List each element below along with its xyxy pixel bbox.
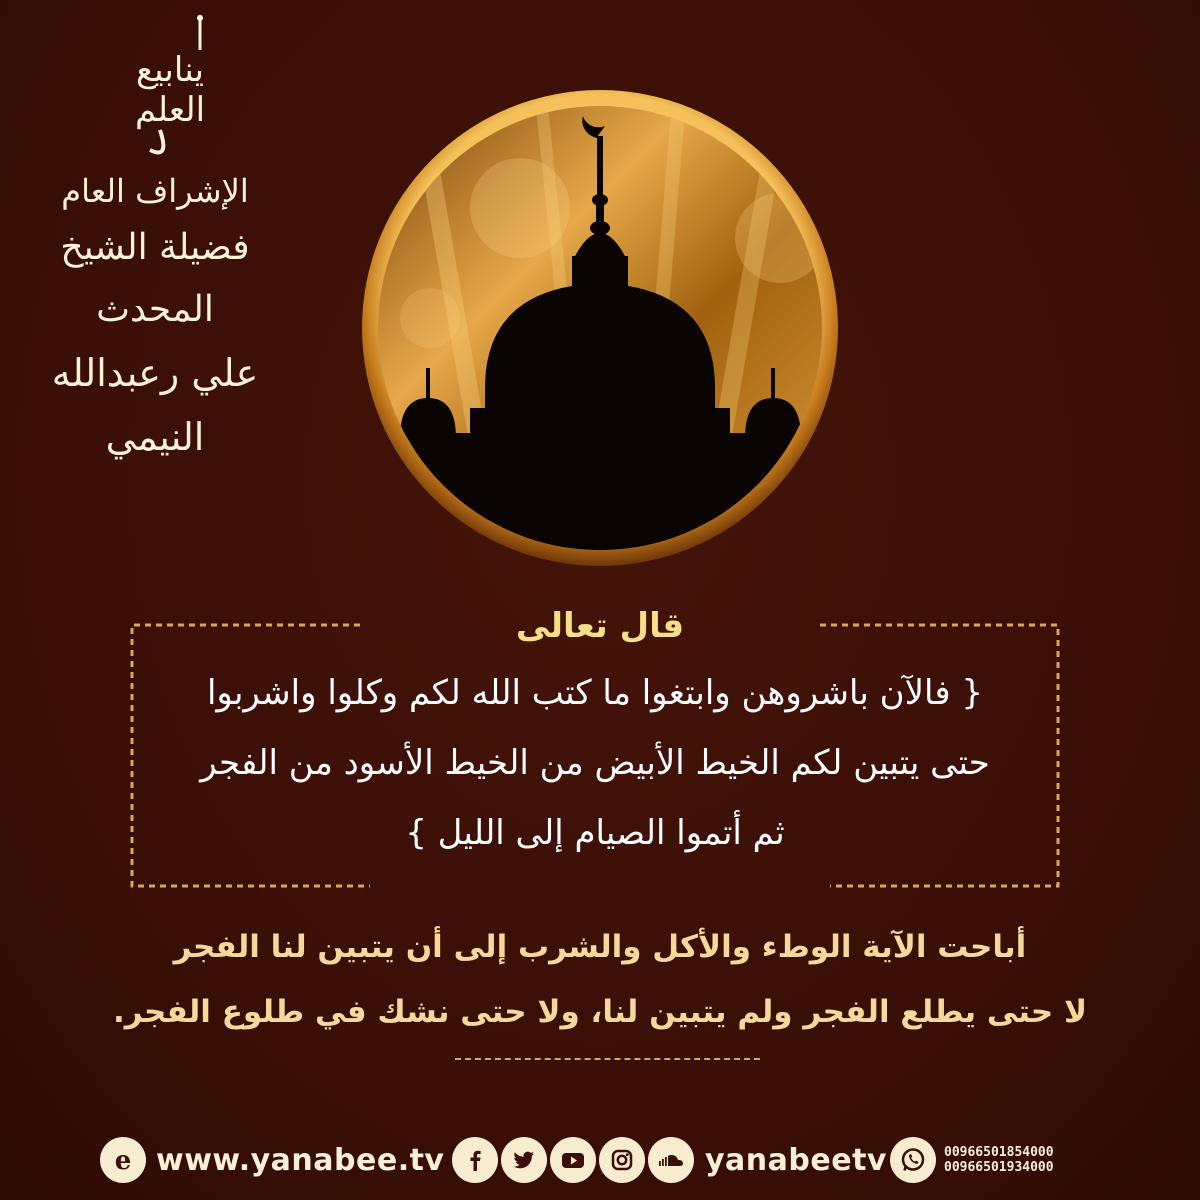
social-links: [452, 1130, 887, 1190]
explanation-line: أباحت الآية الوطء والأكل والشرب إلى أن يتبين لنا الفجر: [173, 929, 1027, 965]
footer: [0, 1130, 1200, 1190]
phone-number: 00966501934000: [944, 1160, 1054, 1175]
quote-line: حتى يتبين لكم الخيط الأبيض من الخيط الأسود من الفجر: [200, 743, 990, 783]
quote-line: ثم أتموا الصيام إلى الليل }: [405, 813, 785, 853]
website-text: www.yanabee.tv: [156, 1142, 445, 1178]
website-link[interactable]: [100, 1130, 444, 1190]
phone-numbers: [944, 1145, 1054, 1175]
explanation-line: لا حتى يطلع الفجر ولم يتبين لنا، ولا حتى نشك في طلوع الفجر.: [112, 994, 1088, 1030]
supervisor-line2: فضيلة الشيخ المحدث: [60, 227, 250, 330]
phone-number: 00966501854000: [944, 1145, 1054, 1160]
mosque-medallion: [360, 88, 840, 568]
supervisor-line1: الإشراف العام: [61, 172, 249, 210]
supervisor-block: [10, 165, 300, 469]
soundcloud-icon[interactable]: [648, 1137, 694, 1183]
whatsapp-icon: [890, 1137, 936, 1183]
instagram-icon[interactable]: [599, 1137, 645, 1183]
logo-text: ينابيع العلم: [134, 50, 206, 130]
quote-text: [140, 658, 1050, 868]
separator: [455, 1058, 760, 1060]
e-logo-icon: [100, 1137, 146, 1183]
svg-text:e: e: [114, 1146, 132, 1175]
quote-title: قال تعالى: [515, 606, 685, 646]
explanation-text: [60, 915, 1140, 1045]
social-handle: yanabeetv: [705, 1142, 887, 1178]
logo: [60, 10, 240, 170]
facebook-icon[interactable]: [452, 1137, 498, 1183]
mosque-icon: [360, 88, 840, 568]
twitter-icon[interactable]: [501, 1137, 547, 1183]
quote-line: { فالآن باشروهن وابتغوا ما كتب الله لكم وكلوا واشربوا: [206, 673, 984, 713]
youtube-icon[interactable]: [550, 1137, 596, 1183]
supervisor-line3: علي رعبدالله النيمي: [51, 351, 259, 459]
phone-contact[interactable]: [890, 1130, 1054, 1190]
